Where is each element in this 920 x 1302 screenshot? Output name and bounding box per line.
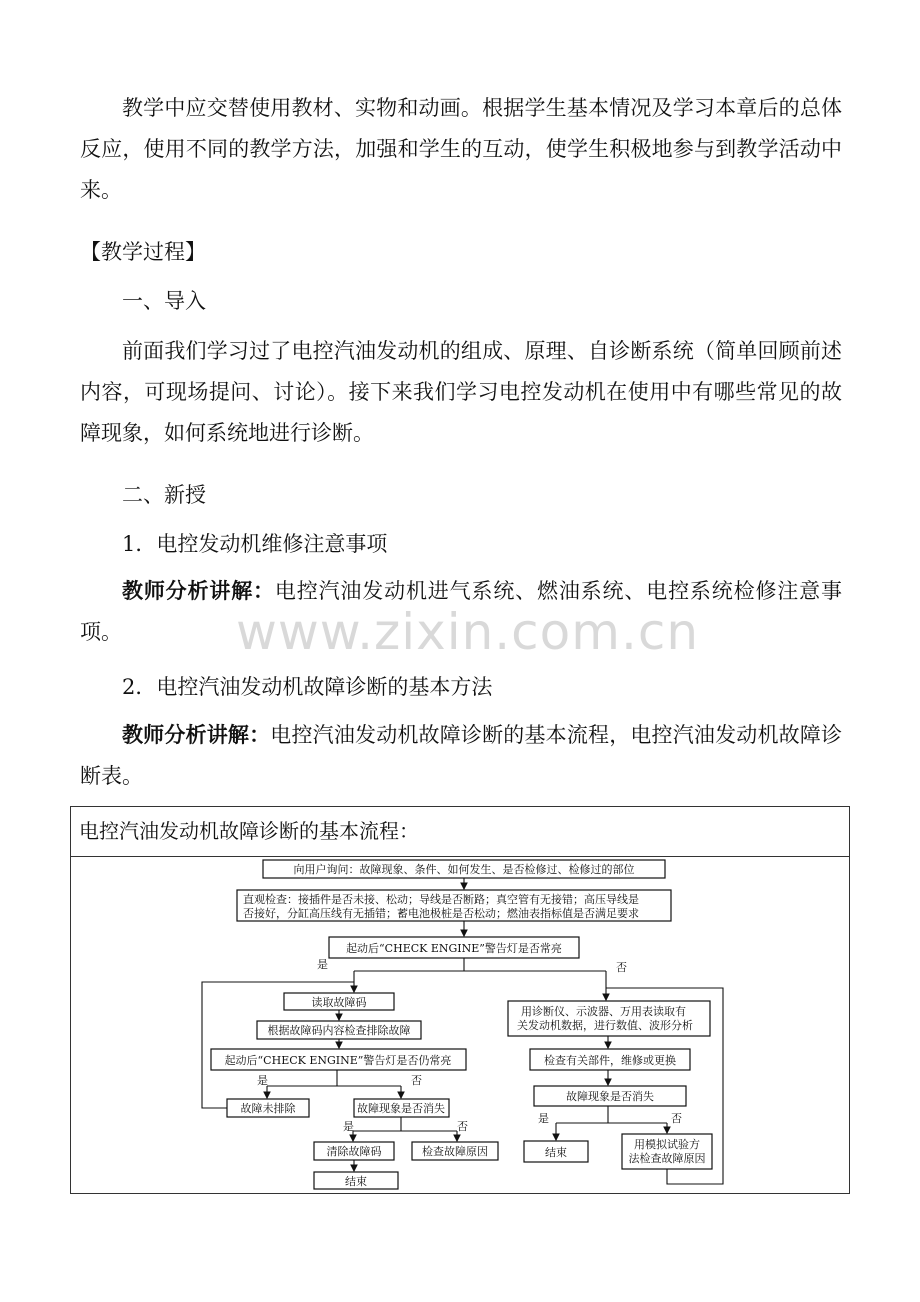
box-visual-check [237, 890, 671, 921]
box-check-engine-light [329, 937, 579, 958]
box-end-left [314, 1172, 398, 1189]
svg-text:结束: 结束 [345, 1175, 367, 1188]
teacher-analysis-label: 教师分析讲解： [122, 722, 271, 747]
introduction-paragraph: 前面我们学习过了电控汽油发动机的组成、原理、自诊断系统（简单回顾前述内容，可现场提问、讨论）。接下来我们学习电控发动机在使用中有哪些常见的故障现象，如何系统地进行诊断。 [80, 339, 842, 445]
svg-text:故障现象是否消失: 故障现象是否消失 [566, 1090, 654, 1103]
box-light-still-on [211, 1049, 466, 1070]
box-check-parts [530, 1049, 690, 1070]
box-not-fixed [227, 1099, 309, 1117]
subheading-introduction: 一、导入 [122, 289, 206, 313]
box-symptom-gone-left [354, 1099, 449, 1117]
svg-text:直观检查：接插件是否未接、松动；导线是否断路；真空管有无接错: 直观检查：接插件是否未接、松动；导线是否断路；真空管有无接错；高压导线是 [243, 893, 639, 906]
item-1-heading: 1．电控发动机维修注意事项 [122, 532, 388, 556]
label-yes: 是 [343, 1120, 354, 1133]
svg-text:清除故障码: 清除故障码 [326, 1145, 382, 1158]
svg-text:起动后“CHECK ENGINE”警告灯是否常亮: 起动后“CHECK ENGINE”警告灯是否常亮 [346, 942, 562, 955]
svg-text:检查故障原因: 检查故障原因 [422, 1145, 488, 1158]
box-ask-user [263, 860, 665, 878]
box-read-code [284, 993, 394, 1010]
svg-text:法检查故障原因: 法检查故障原因 [628, 1152, 706, 1165]
label-no: 否 [457, 1120, 468, 1133]
svg-text:结束: 结束 [545, 1146, 567, 1159]
teacher-analysis-2 [80, 714, 842, 797]
box-simulation-test [622, 1134, 712, 1169]
label-no: 否 [411, 1074, 422, 1087]
label-no: 否 [671, 1112, 682, 1125]
teacher-analysis-label: 教师分析讲解： [122, 578, 275, 603]
section-heading-teaching-process: 【教学过程】 [80, 240, 206, 264]
connector [202, 982, 284, 1108]
box-clear-code [314, 1142, 394, 1160]
intro-paragraph: 教学中应交替使用教材、实物和动画。根据学生基本情况及学习本章后的总体反应，使用不同的教学方法，加强和学生的互动，使学生积极地参与到教学活动中来。 [80, 96, 842, 202]
svg-text:关发动机数据，进行数值、波形分析: 关发动机数据，进行数值、波形分析 [517, 1019, 693, 1032]
box-symptom-gone-right [534, 1086, 686, 1106]
svg-text:用模拟试验方: 用模拟试验方 [634, 1138, 700, 1151]
svg-text:读取故障码: 读取故障码 [311, 996, 367, 1009]
svg-text:根据故障码内容检查排除故障: 根据故障码内容检查排除故障 [267, 1024, 411, 1037]
label-yes: 是 [257, 1074, 268, 1087]
svg-text:检查有关部件，维修或更换: 检查有关部件，维修或更换 [544, 1054, 676, 1067]
svg-text:故障现象是否消失: 故障现象是否消失 [357, 1102, 445, 1115]
svg-text:向用户询问：故障现象、条件、如何发生、是否检修过、检修过的部: 向用户询问：故障现象、条件、如何发生、是否检修过、检修过的部位 [293, 863, 635, 876]
flowchart-diagram [71, 857, 849, 1193]
watermark: www.zixin.com.cn [236, 603, 700, 661]
label-yes: 是 [538, 1112, 549, 1125]
svg-text:起动后“CHECK ENGINE”警告灯是否仍常亮: 起动后“CHECK ENGINE”警告灯是否仍常亮 [224, 1054, 452, 1067]
figure-title: 电控汽油发动机故障诊断的基本流程： [79, 819, 419, 843]
svg-text:用诊断仪、示波器、万用表读取有: 用诊断仪、示波器、万用表读取有 [521, 1005, 686, 1018]
flowchart-figure [70, 806, 850, 1194]
svg-text:否接好，分缸高压线有无插错；蓄电池极桩是否松动；燃油表指标值: 否接好，分缸高压线有无插错；蓄电池极桩是否松动；燃油表指标值是否满足要求 [243, 907, 639, 920]
subheading-new-lesson: 二、新授 [122, 483, 206, 507]
label-no: 否 [616, 961, 627, 974]
box-fix-by-code [257, 1021, 421, 1039]
teacher-analysis-text: 电控汽油发动机进气系统、燃油系统、电控系统检修注意事项。 [80, 579, 842, 644]
box-end-right [524, 1141, 588, 1162]
label-yes: 是 [317, 958, 328, 971]
teacher-analysis-1 [80, 570, 842, 653]
teacher-analysis-text: 电控汽油发动机故障诊断的基本流程，电控汽油发动机故障诊断表。 [80, 723, 843, 788]
box-diagnostic-tools [508, 1001, 710, 1036]
box-check-cause [412, 1142, 498, 1160]
item-2-heading: 2．电控汽油发动机故障诊断的基本方法 [122, 675, 493, 699]
svg-text:故障未排除: 故障未排除 [240, 1102, 296, 1115]
